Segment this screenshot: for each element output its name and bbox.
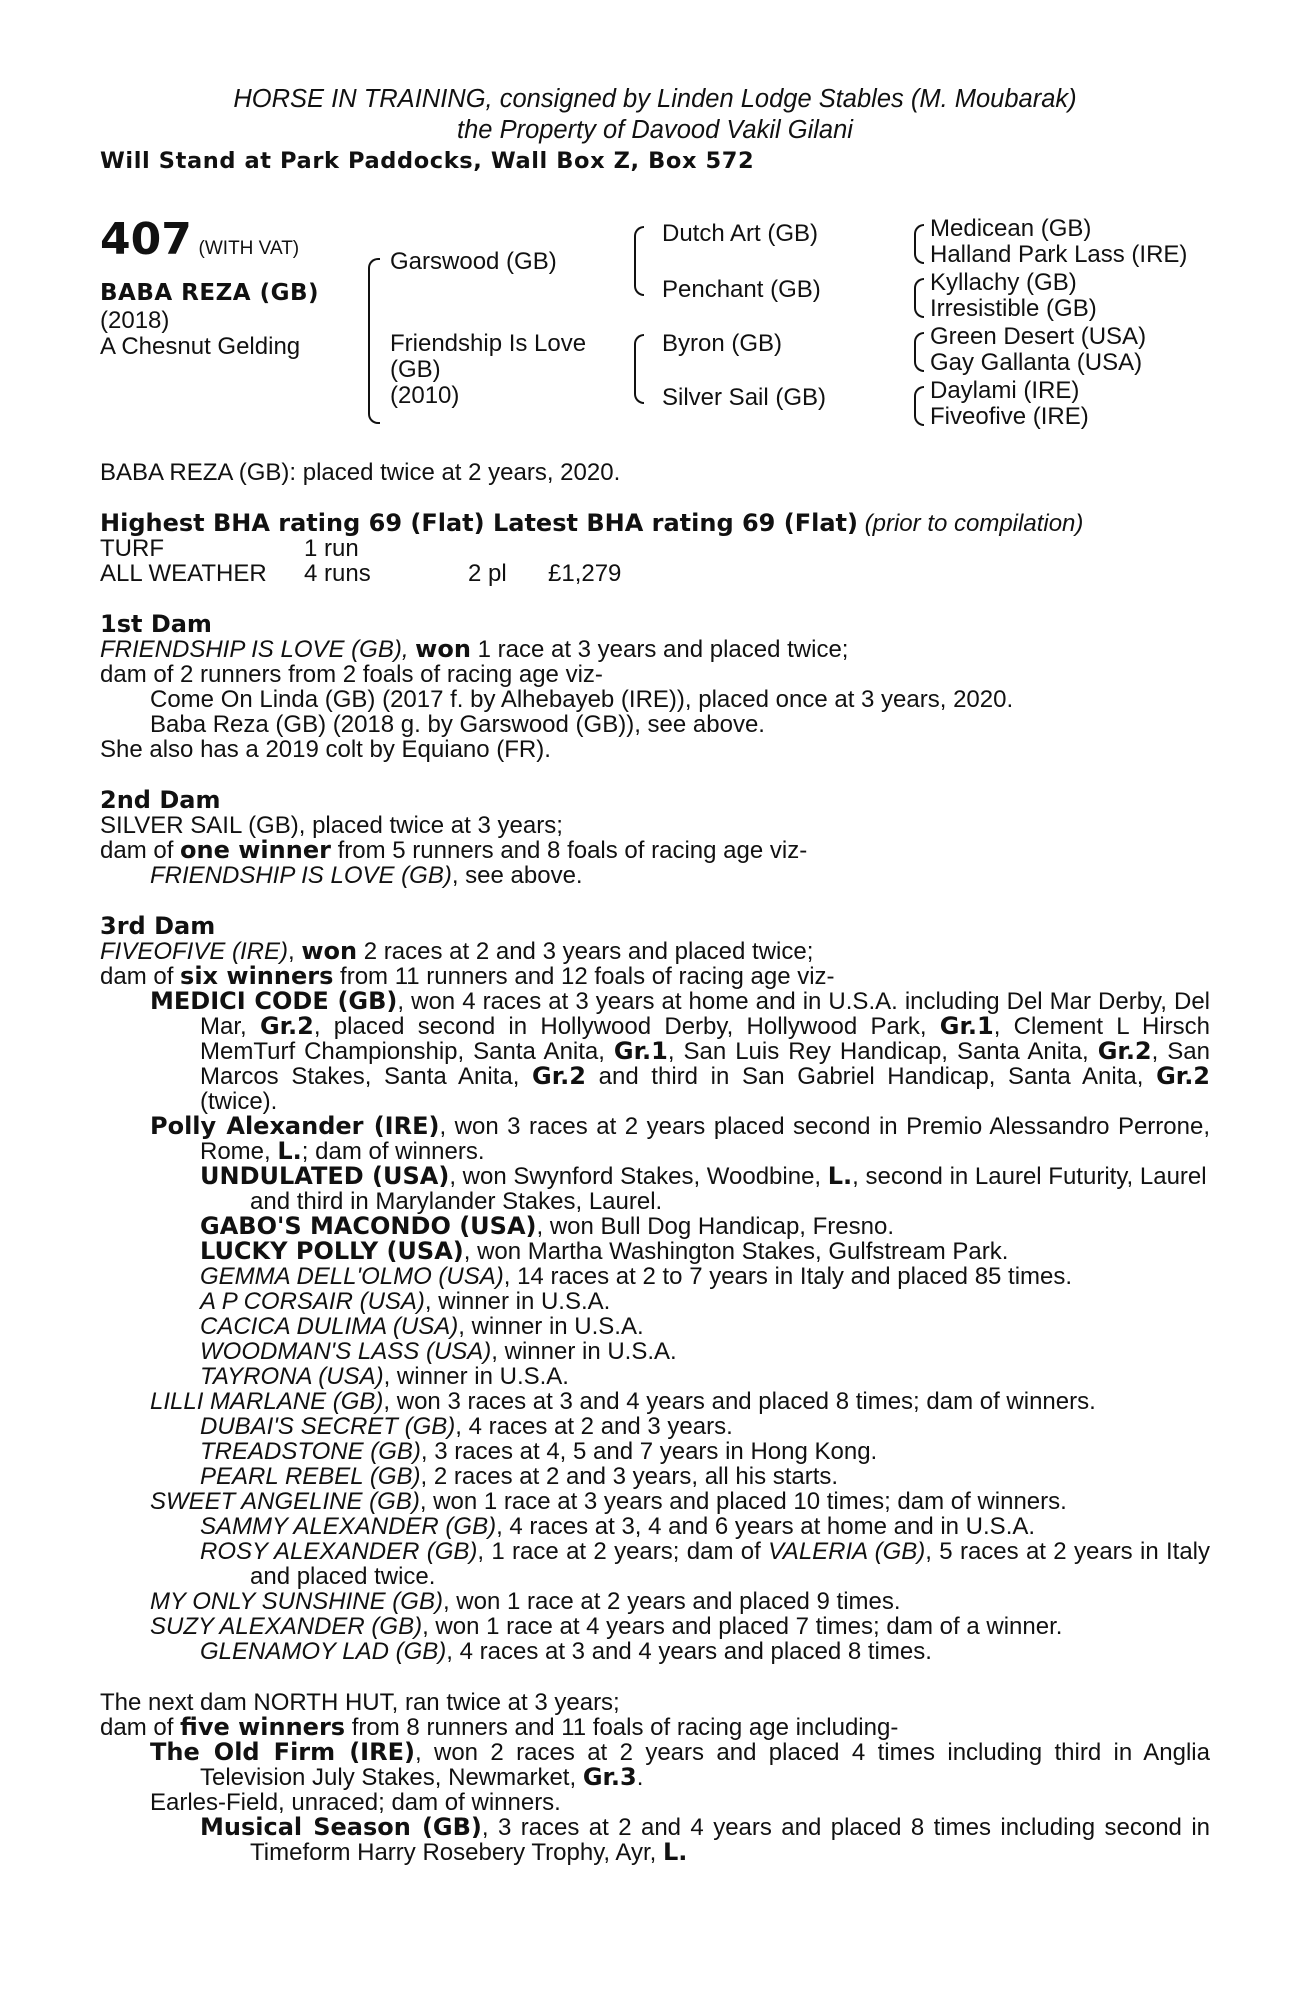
all-weather-placed: 2 pl [468, 560, 507, 587]
text-span: from 11 runners and 12 foals of racing age viz- [340, 963, 835, 990]
sd-sire-name: Kyllachy (GB) [930, 269, 1077, 296]
bha-rating [100, 511, 1210, 536]
produce-name: A P CORSAIR (USA) [200, 1288, 425, 1315]
first-dam-note: She also has a 2019 colt by Equiano (FR). [100, 736, 551, 763]
catalogue-page [100, 84, 1210, 1865]
produce-name: TREADSTONE (GB) [200, 1438, 421, 1465]
produce-name: Musical Season (GB) [200, 1813, 482, 1841]
text-span: , won 4 races at 3 years at home and in U.S.A. including Del Mar Derby, Del Mar, [200, 988, 1210, 1040]
produce-name: LILLI MARLANE (GB) [150, 1388, 384, 1415]
produce-name: SWEET ANGELINE (GB) [150, 1488, 420, 1515]
third-dam-produce-line [100, 964, 1210, 989]
produce-name: DUBAI'S SECRET (GB) [200, 1413, 456, 1440]
grade-label: Gr.2 [259, 1012, 314, 1040]
vat-note: (WITH VAT) [198, 238, 300, 259]
produce-entry-lilli-marlane [100, 1389, 1210, 1414]
text-span-bold: five winners [180, 1713, 346, 1741]
produce-name: GABO'S MACONDO (USA) [200, 1212, 537, 1240]
text-span: , won 2 races at 2 years and placed 4 times including third in Anglia Television July Stakes, Newmarket, [200, 1739, 1210, 1791]
produce-name: GEMMA DELL'OLMO (USA) [200, 1263, 504, 1290]
grade-label: Gr.3 [582, 1763, 637, 1791]
third-dam-heading: 3rd Dam [100, 912, 216, 940]
listed-label: L. [277, 1137, 302, 1165]
produce-name: UNDULATED (USA) [200, 1162, 450, 1190]
bha-rating-note: (prior to compilation) [864, 510, 1084, 537]
text-span: , won 3 races at 3 and 4 years and placed 8 times; dam of winners. [383, 1388, 1096, 1415]
dd-sire-name: Daylami (IRE) [930, 377, 1080, 404]
first-dam-produce-item: Come On Linda (GB) (2017 f. by Alhebayeb (IRE)), placed once at 3 years, 2020. [150, 686, 1014, 713]
dam-name-line2: (GB) [390, 356, 441, 383]
text-span: , winner in U.S.A. [383, 1363, 569, 1390]
text-span: , winner in U.S.A. [424, 1288, 611, 1315]
produce-entry-woodmans-lass [100, 1339, 1210, 1364]
dd-dam-name: Fiveofive (IRE) [930, 403, 1089, 430]
produce-entry-dubais-secret [100, 1414, 1210, 1439]
produce-name: MY ONLY SUNSHINE (GB) [150, 1588, 443, 1615]
produce-entry-earles-field: Earles-Field, unraced; dam of winners. [150, 1789, 561, 1816]
first-dam-record: 1 race at 3 years and placed twice; [477, 636, 849, 663]
consignor-line: HORSE IN TRAINING, consigned by Linden Lodge Stables (M. Moubarak) [233, 85, 1077, 113]
pedigree-brace [914, 224, 924, 264]
text-span: , 14 races at 2 to 7 years in Italy and placed 85 times. [503, 1263, 1073, 1290]
text-span: from 5 runners and 8 foals of racing age viz- [337, 837, 808, 864]
produce-name: LUCKY POLLY (USA) [200, 1237, 464, 1265]
text-span: , see above. [451, 862, 583, 889]
text-span: , [288, 938, 295, 965]
text-span: 2 races at 2 and 3 years and placed twice; [363, 938, 814, 965]
text-span: , won Martha Washington Stakes, Gulfstream Park. [463, 1238, 1009, 1265]
text-span: , won Bull Dog Handicap, Fresno. [536, 1213, 894, 1240]
record-row-all-weather [100, 561, 1210, 586]
horse-name: BABA REZA (GB) [100, 280, 320, 306]
produce-entry-musical-season [100, 1815, 1210, 1865]
text-span: (twice). [200, 1088, 278, 1115]
won-label: won [415, 635, 471, 663]
dam-dam-name: Silver Sail (GB) [662, 384, 827, 411]
text-span: , Clement L Hirsch MemTurf Championship, Santa Anita, [200, 1013, 1210, 1065]
listed-label: L. [827, 1162, 853, 1190]
ds-dam-name: Gay Gallanta (USA) [930, 349, 1143, 376]
text-span: , won 3 races at 2 years placed second in Premio Alessandro Perrone, Rome, [200, 1113, 1210, 1165]
text-span-bold: one winner [180, 836, 331, 864]
second-dam-line: SILVER SAIL (GB), placed twice at 3 years; [100, 812, 563, 839]
text-span: , 3 races at 4, 5 and 7 years in Hong Kong. [420, 1438, 878, 1465]
dam-name-line1: Friendship Is Love [390, 330, 587, 357]
produce-entry-sweet-angeline [100, 1489, 1210, 1514]
first-dam-name: FRIENDSHIP IS LOVE (GB), [100, 636, 409, 663]
text-span: , 4 races at 3 and 4 years and placed 8 times. [446, 1638, 932, 1665]
all-weather-prize: £1,279 [548, 560, 622, 587]
text-span: from 8 runners and 11 foals of racing age including- [351, 1714, 899, 1741]
text-span: and third in San Gabriel Handicap, Santa Anita, [585, 1063, 1157, 1090]
turf-runs: 1 run [304, 535, 359, 562]
grade-label: Gr.2 [1097, 1037, 1152, 1065]
third-dam-line [100, 939, 1210, 964]
text-span: dam of [100, 963, 174, 990]
text-span: , 4 races at 2 and 3 years. [455, 1413, 733, 1440]
lot-number: 407 [100, 214, 192, 265]
all-weather-runs: 4 runs [304, 560, 371, 587]
produce-name: PEARL REBEL (GB) [200, 1463, 421, 1490]
pedigree-brace [634, 334, 644, 404]
produce-entry-gemma [100, 1264, 1210, 1289]
produce-name: GLENAMOY LAD (GB) [200, 1638, 447, 1665]
ss-sire-name: Medicean (GB) [930, 215, 1092, 242]
text-span: , 3 races at 2 and 4 years and placed 8 times including second in Timeform Harry Rosebery Trophy, Ayr, [250, 1814, 1210, 1866]
text-span: dam of [100, 1714, 174, 1741]
first-dam-produce-line: dam of 2 runners from 2 foals of racing age viz- [100, 661, 603, 688]
text-span: , San Marcos Stakes, Santa Anita, [200, 1038, 1210, 1090]
produce-name: The Old Firm (IRE) [150, 1738, 415, 1766]
first-dam-produce-item: Baba Reza (GB) (2018 g. by Garswood (GB)), see above. [150, 711, 765, 738]
grade-label: Gr.2 [1156, 1062, 1211, 1090]
produce-entry-tayrona [100, 1364, 1210, 1389]
text-span: , 5 races at 2 years in Italy and placed twice. [250, 1538, 1211, 1590]
owner-line: the Property of Davood Vakil Gilani [457, 116, 853, 144]
horse-year: (2018) [100, 307, 170, 334]
next-dam-produce-line [100, 1715, 1210, 1740]
pedigree-block [100, 216, 1210, 446]
produce-entry-medici-code [100, 989, 1210, 1114]
produce-name: WOODMAN'S LASS (USA) [200, 1338, 492, 1365]
text-span: ; dam of winners. [301, 1138, 485, 1165]
second-dam-produce-item [100, 863, 1210, 888]
produce-name: VALERIA (GB) [768, 1538, 926, 1565]
text-span: , won Swynford Stakes, Woodbine, [449, 1163, 828, 1190]
text-span: dam of [100, 837, 174, 864]
produce-name: SAMMY ALEXANDER (GB) [200, 1513, 497, 1540]
first-dam-heading: 1st Dam [100, 610, 212, 638]
produce-entry-ap-corsair [100, 1289, 1210, 1314]
text-span: , placed second in Hollywood Derby, Hollywood Park, [313, 1013, 940, 1040]
ds-sire-name: Green Desert (USA) [930, 323, 1147, 350]
produce-name: Polly Alexander (IRE) [150, 1112, 440, 1140]
text-span: , won 1 race at 2 years and placed 9 times. [442, 1588, 901, 1615]
produce-name: CACICA DULIMA (USA) [200, 1313, 459, 1340]
text-span: , won 1 race at 3 years and placed 10 times; dam of winners. [419, 1488, 1067, 1515]
lot-number-line [100, 216, 299, 264]
produce-entry-pearl-rebel [100, 1464, 1210, 1489]
second-dam-produce-line [100, 838, 1210, 863]
next-dam-line: The next dam NORTH HUT, ran twice at 3 years; [100, 1689, 620, 1716]
second-dam-heading: 2nd Dam [100, 786, 221, 814]
produce-entry-undulated [100, 1164, 1210, 1214]
pedigree-brace [634, 226, 644, 296]
text-span: , San Luis Rey Handicap, Santa Anita, [667, 1038, 1098, 1065]
produce-name: TAYRONA (USA) [200, 1363, 384, 1390]
produce-name: ROSY ALEXANDER (GB) [200, 1538, 478, 1565]
all-weather-label: ALL WEATHER [100, 560, 267, 587]
sire-dam-name: Penchant (GB) [662, 276, 821, 303]
record-row-turf [100, 536, 1210, 561]
text-span: , 2 races at 2 and 3 years, all his starts. [420, 1463, 839, 1490]
text-span: , winner in U.S.A. [491, 1338, 677, 1365]
ss-dam-name: Halland Park Lass (IRE) [930, 241, 1188, 268]
third-dam-name: FIVEOFIVE (IRE) [100, 938, 289, 965]
sire-sire-name: Dutch Art (GB) [662, 220, 819, 247]
text-span: , winner in U.S.A. [458, 1313, 644, 1340]
pedigree-brace [368, 258, 380, 424]
produce-entry-gabos-macondo [100, 1214, 1210, 1239]
text-span: , won 1 race at 4 years and placed 7 times; dam of a winner. [422, 1613, 1063, 1640]
produce-entry-rosy-alexander [100, 1539, 1210, 1589]
pedigree-brace [914, 332, 924, 372]
sire-name: Garswood (GB) [390, 248, 557, 275]
pedigree-brace [914, 386, 924, 426]
produce-entry-polly-alexander [100, 1114, 1210, 1164]
text-span: , 4 races at 3, 4 and 6 years at home and in U.S.A. [496, 1513, 1036, 1540]
produce-entry-glenamoy-lad [100, 1639, 1210, 1664]
produce-entry-suzy-alexander [100, 1614, 1210, 1639]
produce-entry-lucky-polly [100, 1239, 1210, 1264]
sd-dam-name: Irresistible (GB) [930, 295, 1097, 322]
grade-label: Gr.2 [532, 1062, 586, 1090]
won-label: won [301, 937, 358, 965]
produce-name: SUZY ALEXANDER (GB) [150, 1613, 423, 1640]
listed-label: L. [663, 1838, 688, 1866]
first-dam-line [100, 637, 1210, 662]
text-span: , second in Laurel Futurity, Laurel and third in Marylander Stakes, Laurel. [250, 1163, 1207, 1215]
text-span-bold: six winners [180, 962, 334, 990]
bha-rating-text: Highest BHA rating 69 (Flat) Latest BHA rating 69 (Flat) [100, 509, 858, 537]
dam-year: (2010) [390, 382, 460, 409]
grade-label: Gr.1 [613, 1037, 668, 1065]
produce-entry-my-only-sunshine [100, 1589, 1210, 1614]
grade-label: Gr.1 [939, 1012, 994, 1040]
stabling-line: Will Stand at Park Paddocks, Wall Box Z, Box 572 [100, 148, 755, 174]
horse-description: A Chesnut Gelding [100, 333, 301, 360]
turf-label: TURF [100, 535, 164, 562]
dam-sire-name: Byron (GB) [662, 330, 783, 357]
produce-entry-old-firm [100, 1740, 1210, 1790]
text-span: . [636, 1764, 644, 1791]
produce-entry-cacica-dulima [100, 1314, 1210, 1339]
pedigree-brace [914, 278, 924, 318]
text-span: , 1 race at 2 years; dam of [477, 1538, 769, 1565]
produce-name: MEDICI CODE (GB) [150, 987, 398, 1015]
produce-entry-sammy-alexander [100, 1514, 1210, 1539]
produce-name: FRIENDSHIP IS LOVE (GB) [150, 862, 452, 889]
produce-entry-treadstone [100, 1439, 1210, 1464]
race-record-table [100, 536, 1210, 586]
race-summary: BABA REZA (GB): placed twice at 2 years, 2020. [100, 459, 621, 486]
